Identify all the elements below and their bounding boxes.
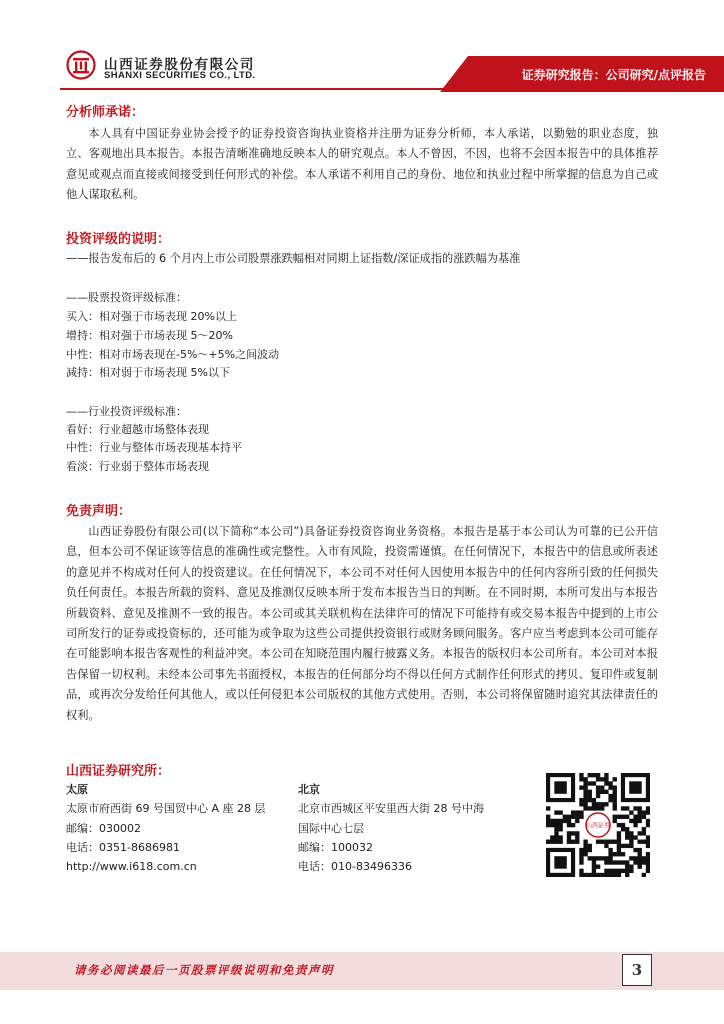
footer-notice: 请务必阅读最后一页股票评级说明和免责声明	[74, 963, 334, 977]
taiyuan-address: 太原市府西街 69 号国贸中心 A 座 28 层	[66, 802, 266, 815]
stock-rating-overweight: 增持：相对强于市场表现 5～20%	[66, 329, 233, 342]
company-logo-icon	[66, 50, 96, 80]
report-type-label: 证券研究报告：公司研究/点评报告	[521, 68, 706, 82]
taiyuan-postcode: 邮编：030002	[66, 822, 141, 835]
industry-rating-negative: 看淡：行业弱于整体市场表现	[66, 460, 209, 473]
taiyuan-city: 太原	[66, 783, 88, 796]
analyst-commitment-title: 分析师承诺：	[66, 105, 145, 120]
stock-rating-neutral: 中性：相对市场表现在-5%～+5%之间波动	[66, 348, 280, 361]
stock-rating-underweight: 减持：相对弱于市场表现 5%以下	[66, 366, 230, 379]
industry-rating-positive: 看好：行业超越市场整体表现	[66, 423, 209, 436]
disclaimer-body: 山西证券股份有限公司(以下简称“本公司”)具备证券投资咨询业务资格。本报告是基于本公司认为可靠的已公开信息，但本公司不保证该等信息的准确性或完整性。入市有风险，投资需谨慎。在任何情况下，本报告中的信息或所表述的意见并不构成对任何人的投资建议。在任何情况下，本公司不对任何人因使用本报告中的任何内容所引致的任何损失负任何责任。本报告所载的资料、意见及推测仅反映本所于发布本报告当日的判断。在不同时期，本所可发出与本报告所载资料、意见及推测不一致的报告。本公司或其关联机构在法律许可的情况下可能持有或交易本报告中提到的上市公司所发行的证券或投资标的，还可能为或争取为这些公司提供投资银行或财务顾问服务。客户应当考虑到本公司可能存在可能影响本报告客观性的利益冲突。本公司在知晓范围内履行披露义务。本报告的版权归本公司所有。本公司对本报告保留一切权利。未经本公司事先书面授权，本报告的任何部分均不得以任何方式制作任何形式的拷贝、复印件或复制品，或再次分发给任何其他人，或以任何侵犯本公司版权的其他方式使用。否则，本公司将保留随时追究其法律责任的权利。	[66, 525, 658, 722]
beijing-phone: 电话：010-83496336	[298, 860, 412, 873]
disclaimer-title: 免责声明：	[66, 504, 132, 519]
company-name-en: SHANXI SECURITIES CO., LTD.	[104, 70, 256, 81]
stock-rating-header: ——股票投资评级标准：	[66, 291, 187, 304]
page-number: 3	[622, 954, 652, 986]
beijing-postcode: 邮编：100032	[298, 841, 373, 854]
company-name-cn: 山西证券股份有限公司	[104, 57, 255, 73]
analyst-commitment-body: 本人具有中国证券业协会授予的证券投资咨询执业资格并注册为证券分析师，本人承诺，以勤勉的职业态度，独立、客观地出具本报告。本报告清晰准确地反映本人的研究观点。本人不曾因，不因，也将不会因本报告中的具体推荐意见或观点而直接或间接受到任何形式的补偿。本人承诺不利用自己的身份、地位和执业过程中所掌握的信息为自己或他人谋取私利。	[66, 127, 658, 202]
beijing-city: 北京	[298, 783, 320, 796]
qr-center-label: 山西证券	[585, 822, 611, 830]
industry-rating-neutral: 中性：行业与整体市场表现基本持平	[66, 441, 242, 454]
header-rule	[60, 88, 480, 90]
taiyuan-phone: 电话：0351-8686981	[66, 841, 180, 854]
institute-title: 山西证券研究所：	[66, 764, 171, 779]
report-type-band	[440, 56, 724, 92]
beijing-address-line2: 国际中心七层	[298, 822, 364, 835]
qr-code-icon	[546, 773, 650, 877]
page-header	[0, 0, 724, 95]
rating-title: 投资评级的说明：	[66, 232, 171, 247]
rating-basis: ——报告发布后的 6 个月内上市公司股票涨跌幅相对同期上证指数/深证成指的涨跌幅为基准	[66, 252, 521, 265]
stock-rating-buy: 买入：相对强于市场表现 20%以上	[66, 310, 237, 323]
beijing-address-line1: 北京市西城区平安里西大街 28 号中海	[298, 802, 484, 815]
industry-rating-header: ——行业投资评级标准：	[66, 405, 187, 418]
website-link[interactable]: http://www.i618.com.cn	[66, 860, 197, 873]
